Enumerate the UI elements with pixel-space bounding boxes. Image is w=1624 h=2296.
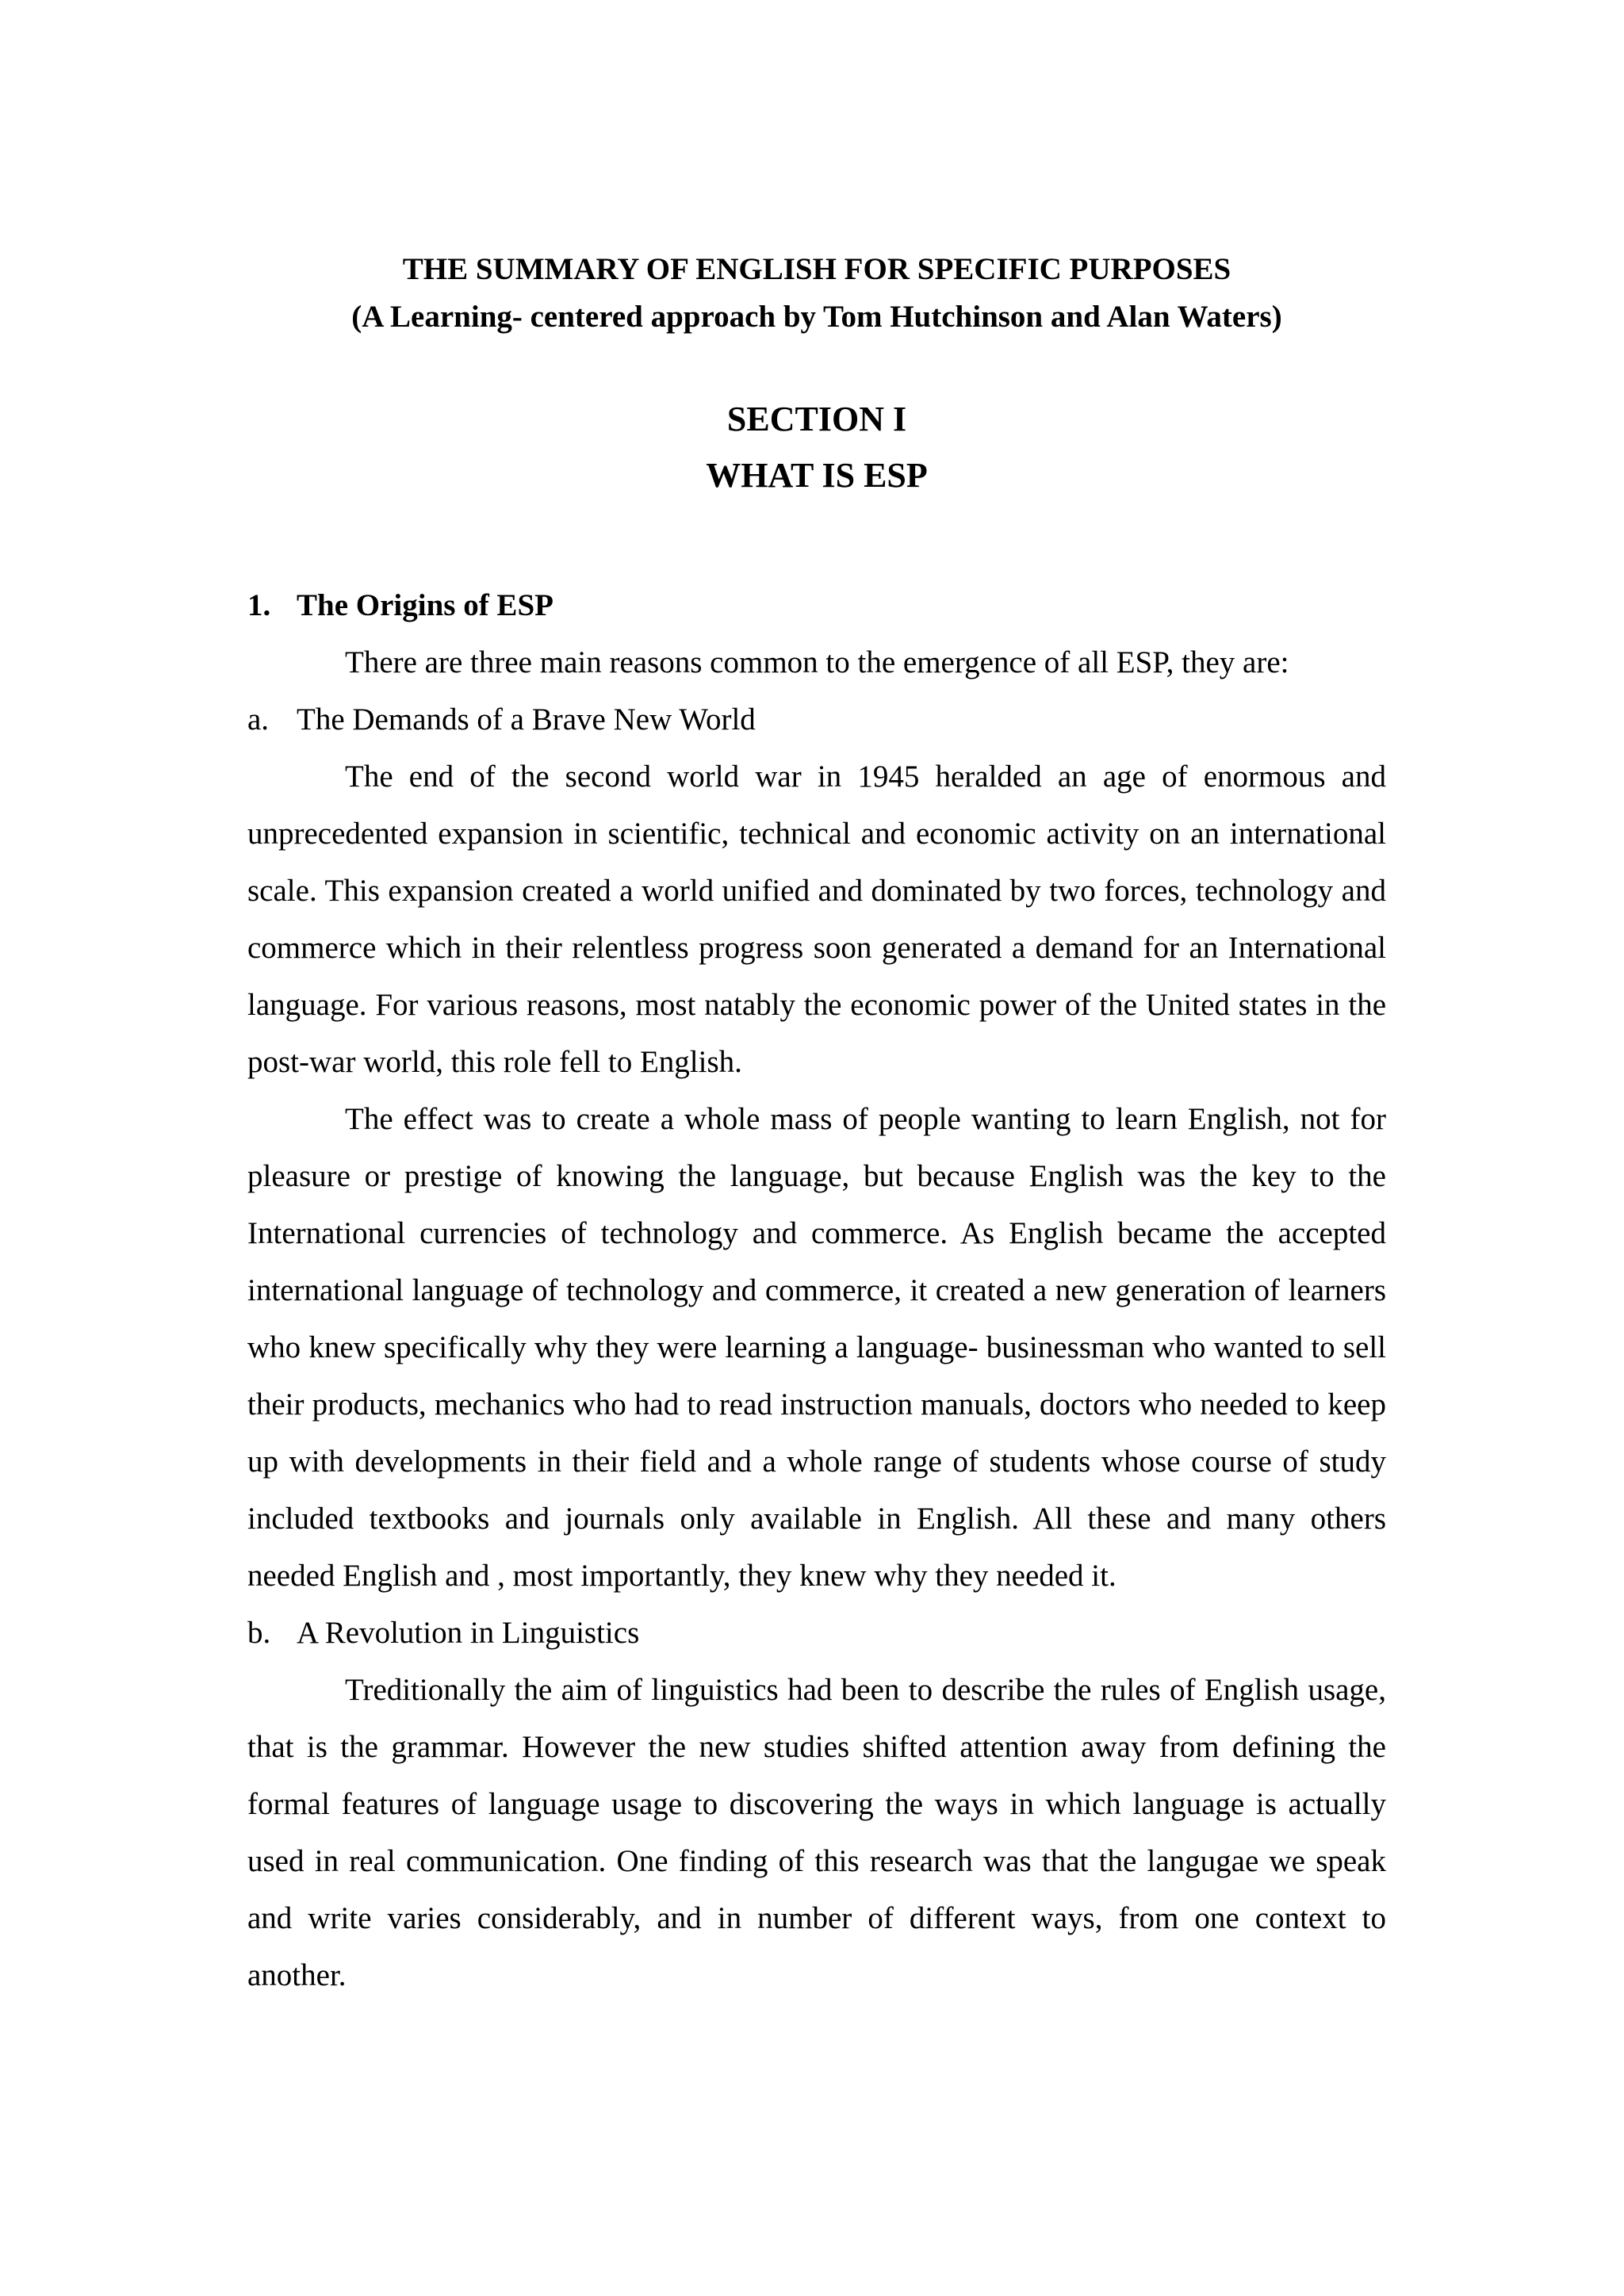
page-content <box>247 238 1386 2004</box>
section-label: SECTION I <box>726 400 907 438</box>
heading-text: The Origins of ESP <box>297 588 553 622</box>
subheading-a-text: The Demands of a Brave New World <box>297 702 756 737</box>
section-title: WHAT IS ESP <box>706 456 928 495</box>
section-heading-block <box>247 381 1386 514</box>
paragraph-a2: The effect was to create a whole mass of people wanting to learn English, not for pleasure or prestige of knowing the language, but because English was the key to the International currencies of technology and commerce. As English became the accepted international language of technology and commerce, it created a new generation of learners who knew specifically why they were learning a language- businessman who wanted to sell their products, mechanics who had to read instruction manuals, doctors who needed to keep up with developments in their field and a whole range of students whose course of study included textbooks and journals only available in English. All these and many others needed English and , most importantly, they knew why they needed it. <box>247 1102 1386 1593</box>
subheading-a <box>247 691 1386 748</box>
subheading-b-text: A Revolution in Linguistics <box>297 1616 640 1650</box>
heading-number: 1. <box>247 588 271 622</box>
document-title: THE SUMMARY OF ENGLISH FOR SPECIFIC PURPOSES <box>402 252 1231 286</box>
subheading-b-marker: b. <box>247 1616 271 1650</box>
intro-paragraph: There are three main reasons common to the emergence of all ESP, they are: <box>345 645 1289 679</box>
heading-origins-of-esp <box>247 577 1386 634</box>
paragraph-a1: The end of the second world war in 1945 heralded an age of enormous and unprecedented expansion in scientific, technical and economic activity on an international scale. This expansion created a world unified and dominated by two forces, technology and commerce which in their relentless progress soon generated a demand for an International language. For various reasons, most natably the economic power of the United states in the post-war world, this role fell to English. <box>247 760 1386 1079</box>
subheading-b <box>247 1605 1386 1662</box>
title-block <box>247 246 1386 341</box>
document-subtitle: (A Learning- centered approach by Tom Hutchinson and Alan Waters) <box>351 300 1282 334</box>
subheading-a-marker: a. <box>247 702 270 737</box>
paragraph-b1: Treditionally the aim of linguistics had been to describe the rules of English usage, that is the grammar. However the new studies shifted attention away from defining the formal features of language usage to discovering the ways in which language is actually used in real communication. One finding of this research was that the langugae we speak and write varies considerably, and in number of different ways, from one context to another. <box>247 1673 1386 1992</box>
